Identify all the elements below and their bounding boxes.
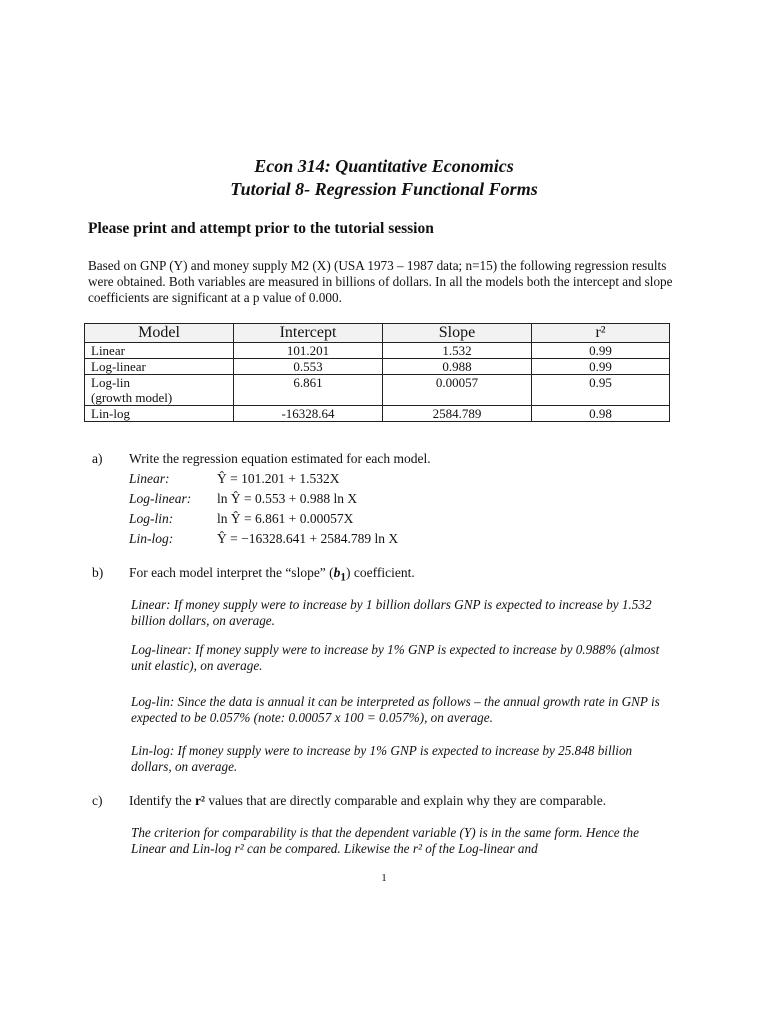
cell-slope: 0.988 bbox=[383, 359, 532, 375]
equation-model: Lin-log: bbox=[129, 531, 174, 546]
equation-text: ln Ŷ = 0.553 + 0.988 ln X bbox=[217, 491, 358, 506]
header-model: Model bbox=[85, 324, 234, 343]
cell-model: Log-linear bbox=[85, 359, 234, 375]
equation-row bbox=[129, 470, 339, 487]
page-title: Econ 314: Quantitative Economics bbox=[254, 156, 514, 176]
cell-r2: 0.99 bbox=[532, 343, 670, 359]
question-c-label: c) bbox=[92, 793, 103, 808]
header-intercept: Intercept bbox=[234, 324, 383, 343]
cell-slope: 1.532 bbox=[383, 343, 532, 359]
equation-model: Log-linear: bbox=[129, 491, 192, 506]
question-b-text-start: For each model interpret the “slope” ( bbox=[129, 565, 334, 580]
equation-row bbox=[129, 510, 353, 527]
cell-r2: 0.95 bbox=[532, 375, 670, 406]
answer-linear: Linear: If money supply were to increase by 1 billion dollars GNP is expected to increase by 1.532 billion dollars, on average. bbox=[131, 597, 652, 628]
page-number: 1 bbox=[381, 872, 387, 884]
answer-log-linear: Log-linear: If money supply were to increase by 1% GNP is expected to increase by 0.988% (almost unit elastic), on average. bbox=[131, 642, 660, 673]
cell-model: Lin-log bbox=[85, 406, 234, 422]
cell-intercept: -16328.64 bbox=[234, 406, 383, 422]
question-b bbox=[92, 564, 415, 587]
question-a-label: a) bbox=[92, 451, 103, 466]
cell-r2: 0.99 bbox=[532, 359, 670, 375]
equation-text: ln Ŷ = 6.861 + 0.00057X bbox=[217, 511, 354, 526]
cell-intercept: 101.201 bbox=[234, 343, 383, 359]
cell-slope: 2584.789 bbox=[383, 406, 532, 422]
question-a bbox=[92, 450, 431, 467]
answer-comparability: The criterion for comparability is that the dependent variable (Y) is in the same form. Hence the Linear and Lin-log r² can be compared. Likewise the r² of the Log-linear and bbox=[131, 825, 640, 856]
question-b-text-end: ) coefficient. bbox=[346, 565, 415, 580]
equation-model: Linear: bbox=[129, 471, 170, 486]
instruction-heading: Please print and attempt prior to the tutorial session bbox=[88, 220, 434, 237]
table-row bbox=[85, 375, 670, 406]
model-name: Log-lin bbox=[91, 375, 130, 390]
question-c bbox=[92, 792, 606, 809]
cell-model bbox=[85, 375, 234, 406]
cell-r2: 0.98 bbox=[532, 406, 670, 422]
page-subtitle: Tutorial 8- Regression Functional Forms bbox=[230, 179, 538, 199]
question-a-text: Write the regression equation estimated for each model. bbox=[129, 451, 431, 466]
table-header-row bbox=[85, 324, 670, 343]
table-row bbox=[85, 343, 670, 359]
answer-log-lin: Log-lin: Since the data is annual it can be interpreted as follows – the annual growth rate in GNP is expected to be 0.057% (note: 0.00057 x 100 = 0.057%), on average. bbox=[131, 694, 660, 725]
equation-text: Ŷ = 101.201 + 1.532X bbox=[217, 471, 340, 486]
regression-results-table bbox=[84, 323, 670, 422]
cell-model: Linear bbox=[85, 343, 234, 359]
r2-symbol: r² bbox=[194, 793, 206, 808]
cell-slope: 0.00057 bbox=[383, 375, 532, 406]
intro-paragraph: Based on GNP (Y) and money supply M2 (X) (USA 1973 – 1987 data; n=15) the following regression results were obtained. Both variables are measured in billions of dollars. In all the models both the intercept and slope coefficients are significant at a p value of 0.000. bbox=[88, 258, 673, 305]
header-slope: Slope bbox=[383, 324, 532, 343]
question-c-text-start: Identify the bbox=[129, 793, 195, 808]
answer-lin-log: Lin-log: If money supply were to increase by 1% GNP is expected to increase by 25.848 billion dollars, on average. bbox=[131, 743, 633, 774]
header-r2: r² bbox=[532, 324, 670, 343]
model-note: (growth model) bbox=[91, 390, 173, 405]
table-row bbox=[85, 406, 670, 422]
slope-symbol: b bbox=[333, 565, 341, 580]
question-b-label: b) bbox=[92, 565, 104, 580]
slope-subscript: 1 bbox=[340, 571, 347, 584]
equation-model: Log-lin: bbox=[129, 511, 174, 526]
equation-row bbox=[129, 530, 398, 547]
equation-row bbox=[129, 490, 357, 507]
question-c-text-end: values that are directly comparable and explain why they are comparable. bbox=[205, 793, 607, 808]
cell-intercept: 0.553 bbox=[234, 359, 383, 375]
cell-intercept: 6.861 bbox=[234, 375, 383, 406]
table-row bbox=[85, 359, 670, 375]
equation-text: Ŷ = −16328.641 + 2584.789 ln X bbox=[217, 531, 399, 546]
